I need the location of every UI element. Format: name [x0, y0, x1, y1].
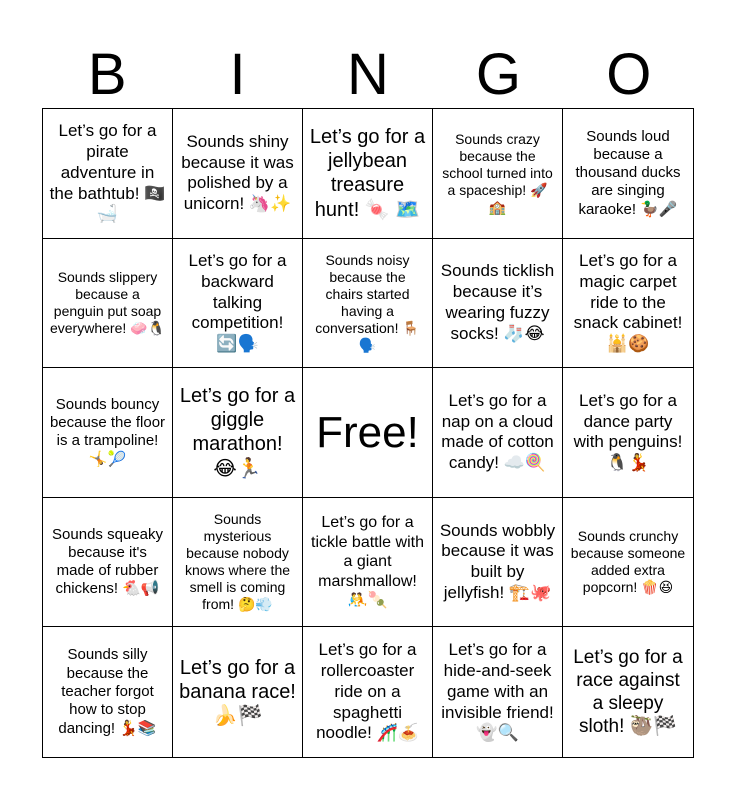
- bingo-cell-4-2[interactable]: Sounds mysterious because nobody knows where the smell is coming from! 🤔💨: [173, 498, 303, 628]
- bingo-cell-4-4[interactable]: Sounds wobbly because it was built by jellyfish! 🏗️🐙: [433, 498, 563, 628]
- header-letter-g: G: [475, 41, 521, 107]
- bingo-cell-1-2[interactable]: Sounds shiny because it was polished by a unicorn! 🦄✨: [173, 109, 303, 239]
- bingo-cell-3-2[interactable]: Let’s go for a giggle marathon! 😂🏃: [173, 368, 303, 498]
- bingo-cell-3-4[interactable]: Let’s go for a nap on a cloud made of cotton candy! ☁️🍭: [433, 368, 563, 498]
- bingo-cell-2-2[interactable]: Let’s go for a backward talking competition! 🔄🗣️: [173, 239, 303, 369]
- bingo-cell-3-1[interactable]: Sounds bouncy because the floor is a trampoline! 🤸🎾: [43, 368, 173, 498]
- header-letter-i: I: [229, 41, 246, 107]
- bingo-cell-5-1[interactable]: Sounds silly because the teacher forgot how to stop dancing! 💃📚: [43, 627, 173, 757]
- bingo-header: [42, 40, 694, 108]
- bingo-cell-free[interactable]: Free!: [303, 368, 433, 498]
- bingo-cell-2-5[interactable]: Let’s go for a magic carpet ride to the snack cabinet! 🕌🍪: [563, 239, 693, 369]
- bingo-board: [42, 108, 694, 758]
- bingo-cell-2-4[interactable]: Sounds ticklish because it’s wearing fuzzy socks! 🧦😂: [433, 239, 563, 369]
- header-letter-o: O: [606, 41, 652, 107]
- bingo-cell-1-4[interactable]: Sounds crazy because the school turned into a spaceship! 🚀🏫: [433, 109, 563, 239]
- bingo-cell-1-3[interactable]: Let’s go for a jellybean treasure hunt! 🍬 🗺️: [303, 109, 433, 239]
- bingo-cell-3-5[interactable]: Let’s go for a dance party with penguins! 🐧💃: [563, 368, 693, 498]
- bingo-cell-4-1[interactable]: Sounds squeaky because it's made of rubber chickens! 🐔📢: [43, 498, 173, 628]
- bingo-cell-2-3[interactable]: Sounds noisy because the chairs started having a conversation! 🪑🗣️: [303, 239, 433, 369]
- bingo-cell-1-5[interactable]: Sounds loud because a thousand ducks are singing karaoke! 🦆🎤: [563, 109, 693, 239]
- bingo-cell-5-2[interactable]: Let’s go for a banana race! 🍌🏁: [173, 627, 303, 757]
- bingo-cell-5-5[interactable]: Let’s go for a race against a sleepy sloth! 🦥🏁: [573, 646, 683, 738]
- bingo-cell-5-3[interactable]: Let’s go for a rollercoaster ride on a spaghetti noodle! 🎢🍝: [303, 627, 433, 757]
- bingo-cell-5-4[interactable]: Let’s go for a hide-and-seek game with an invisible friend! 👻🔍: [433, 627, 563, 757]
- bingo-cell-4-3[interactable]: Let’s go for a tickle battle with a giant marshmallow! 🤼🍡: [303, 498, 433, 628]
- header-letter-b: B: [87, 41, 127, 107]
- bingo-cell-2-1[interactable]: Sounds slippery because a penguin put soap everywhere! 🧼🐧: [43, 239, 173, 369]
- bingo-cell-1-1[interactable]: Let’s go for a pirate adventure in the bathtub! 🏴‍☠️🛁: [43, 109, 173, 239]
- header-letter-n: N: [347, 41, 389, 107]
- bingo-cell-4-5[interactable]: Sounds crunchy because someone added extra popcorn! 🍿😆: [563, 498, 693, 628]
